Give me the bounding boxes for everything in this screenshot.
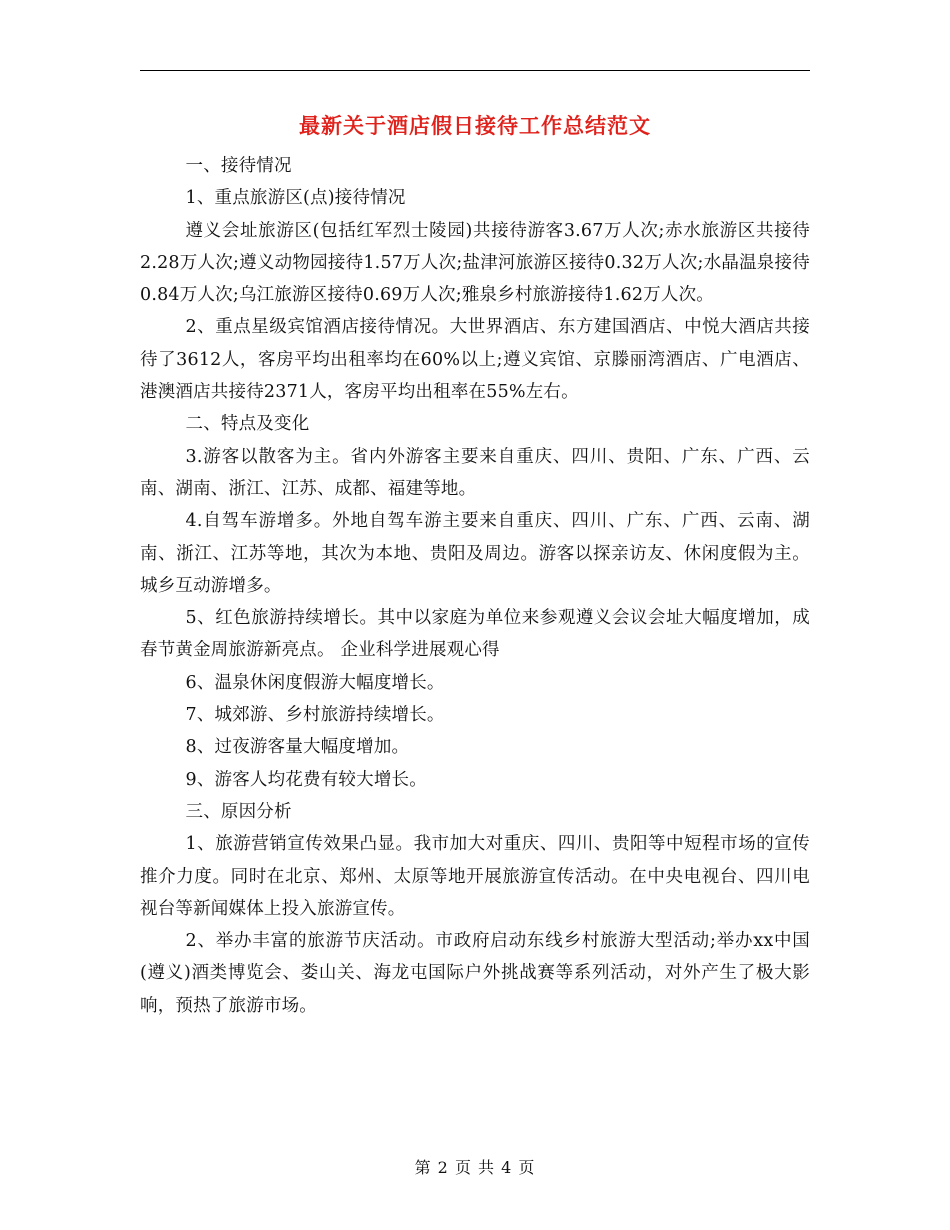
paragraph: 三、原因分析 xyxy=(185,801,292,822)
paragraph: 一、接待情况 xyxy=(185,156,292,176)
document-body xyxy=(140,150,810,1022)
paragraph: 7、城郊游、乡村旅游持续增长。 xyxy=(185,705,445,726)
header-rule xyxy=(140,70,810,71)
paragraph: 二、特点及变化 xyxy=(185,414,310,435)
paragraph: 3.游客以散客为主。省内外游客主要来自重庆、四川、贵阳、广东、广西、云南、湖南、浙江、江苏、成都、福建等地。 xyxy=(140,446,810,499)
paragraph: 2、举办丰富的旅游节庆活动。市政府启动东线乡村旅游大型活动;举办xx中国(遵义)酒类博览会、娄山关、海龙屯国际户外挑战赛等系列活动，对外产生了极大影响，预热了旅游市场。 xyxy=(140,931,810,1016)
document-title: 最新关于酒店假日接待工作总结范文 xyxy=(299,113,651,138)
paragraph: 遵义会址旅游区(包括红军烈士陵园)共接待游客3.67万人次;赤水旅游区共接待2.28万人次;遵义动物园接待1.57万人次;盐津河旅游区接待0.32万人次;水晶温泉接待0.84万人次;乌江旅游区接待0.69万人次;雅泉乡村旅游接待1.62万人次。 xyxy=(140,220,810,306)
paragraph: 5、红色旅游持续增长。其中以家庭为单位来参观遵义会议会址大幅度增加，成春节黄金周旅游新亮点。 企业科学进展观心得 xyxy=(140,608,810,661)
paragraph: 2、重点星级宾馆酒店接待情况。大世界酒店、东方建国酒店、中悦大酒店共接待了3612人，客房平均出租率均在60%以上;遵义宾馆、京滕丽湾酒店、广电酒店、港澳酒店共接待2371人，客房平均出租率在55%左右。 xyxy=(140,317,810,403)
paragraph: 6、温泉休闲度假游大幅度增长。 xyxy=(185,672,445,693)
paragraph: 9、游客人均花费有较大增长。 xyxy=(185,769,427,790)
paragraph: 8、过夜游客量大幅度增加。 xyxy=(185,737,410,758)
page-footer: 第 2 页 共 4 页 xyxy=(414,1158,536,1177)
paragraph: 1、旅游营销宣传效果凸显。我市加大对重庆、四川、贵阳等中短程市场的宣传推介力度。同时在北京、郑州、太原等地开展旅游宣传活动。在中央电视台、四川电视台等新闻媒体上投入旅游宣传。 xyxy=(140,834,810,919)
paragraph: 4.自驾车游增多。外地自驾车游主要来自重庆、四川、广东、广西、云南、湖南、浙江、江苏等地，其次为本地、贵阳及周边。游客以探亲访友、休闲度假为主。城乡互动游增多。 xyxy=(140,511,810,596)
paragraph: 1、重点旅游区(点)接待情况 xyxy=(185,188,406,209)
